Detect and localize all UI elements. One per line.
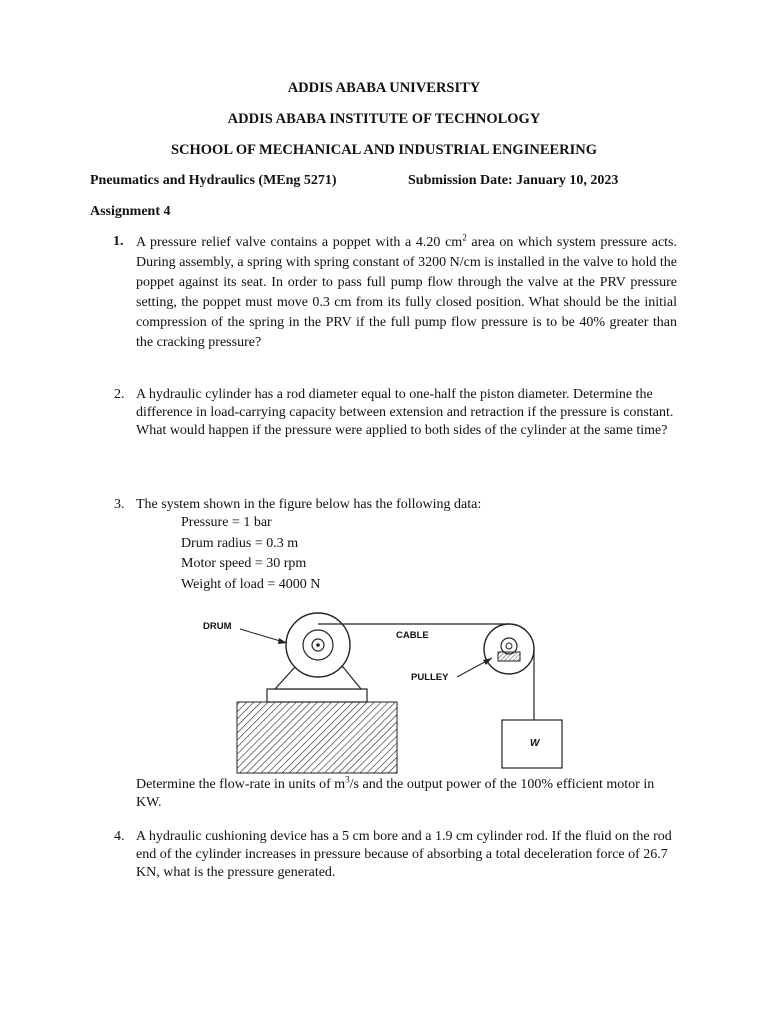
question-number: 3.	[114, 497, 125, 512]
question-4-text: A hydraulic cushioning device has a 5 cm bore and a 1.9 cm cylinder rod. If the fluid on the rod end of the cylinder increases in pressure because of absorbing a total deceleration force of 26.7 KN, what is the pressure generated.	[136, 829, 672, 880]
school-title: SCHOOL OF MECHANICAL AND INDUSTRIAL ENGINEERING	[170, 142, 598, 158]
pulley-label: PULLEY	[411, 672, 449, 683]
question-number: 2.	[114, 387, 125, 402]
course-title: Pneumatics and Hydraulics (MEng 5271)	[90, 173, 337, 188]
question-3-intro: The system shown in the figure below has the following data:	[136, 497, 482, 512]
submission-date: Submission Date: January 10, 2023	[408, 173, 619, 188]
data-load-weight: Weight of load = 4000 N	[181, 577, 321, 592]
foundation-block	[237, 702, 397, 773]
data-drum-radius: Drum radius = 0.3 m	[181, 536, 299, 551]
question-number: 4.	[114, 829, 125, 844]
assignment-title: Assignment 4	[90, 204, 171, 219]
pulley-axle	[506, 643, 512, 649]
question-3-text: Determine the flow-rate in units of $m^3/s$ and the output power of the 100% efficient motor in KW.	[136, 774, 655, 810]
drum-label: DRUM	[203, 621, 232, 632]
university-title: ADDIS ABABA UNIVERSITY	[287, 80, 481, 96]
data-pressure: Pressure = 1 bar	[181, 515, 272, 530]
pulley-mount	[498, 652, 520, 661]
base-plate	[267, 689, 367, 702]
cable-label: CABLE	[396, 630, 429, 641]
data-motor-speed: Motor speed = 30 rpm	[181, 556, 307, 571]
question-number: 1.	[113, 234, 124, 249]
drum-center	[316, 643, 320, 647]
institute-title: ADDIS ABABA INSTITUTE OF TECHNOLOGY	[227, 111, 541, 127]
weight-label: W	[530, 738, 540, 749]
question-1-text: A pressure relief valve contains a poppet with a 4.20 $cm^2$ area on which system pressure acts. During assembly, a spring with spring constant of 3200 N/cm is installed in the valve to hold the poppet against its seat. In order to pass full pump flow through the valve at the PRV pressure setting, the poppet must move 0.3 cm from its fully closed position. What should be the initial compression of the spring in the PRV if the full pump flow pressure is to be 40% greater than the cracking pressure?	[136, 232, 678, 350]
drum-pulley-figure	[195, 605, 575, 775]
question-2-text: A hydraulic cylinder has a rod diameter equal to one-half the piston diameter. Determine the difference in load-carrying capacity between extension and retraction if the pressure is constant. What would happen if the pressure were applied to both sides of the cylinder at the same time?	[136, 387, 674, 438]
